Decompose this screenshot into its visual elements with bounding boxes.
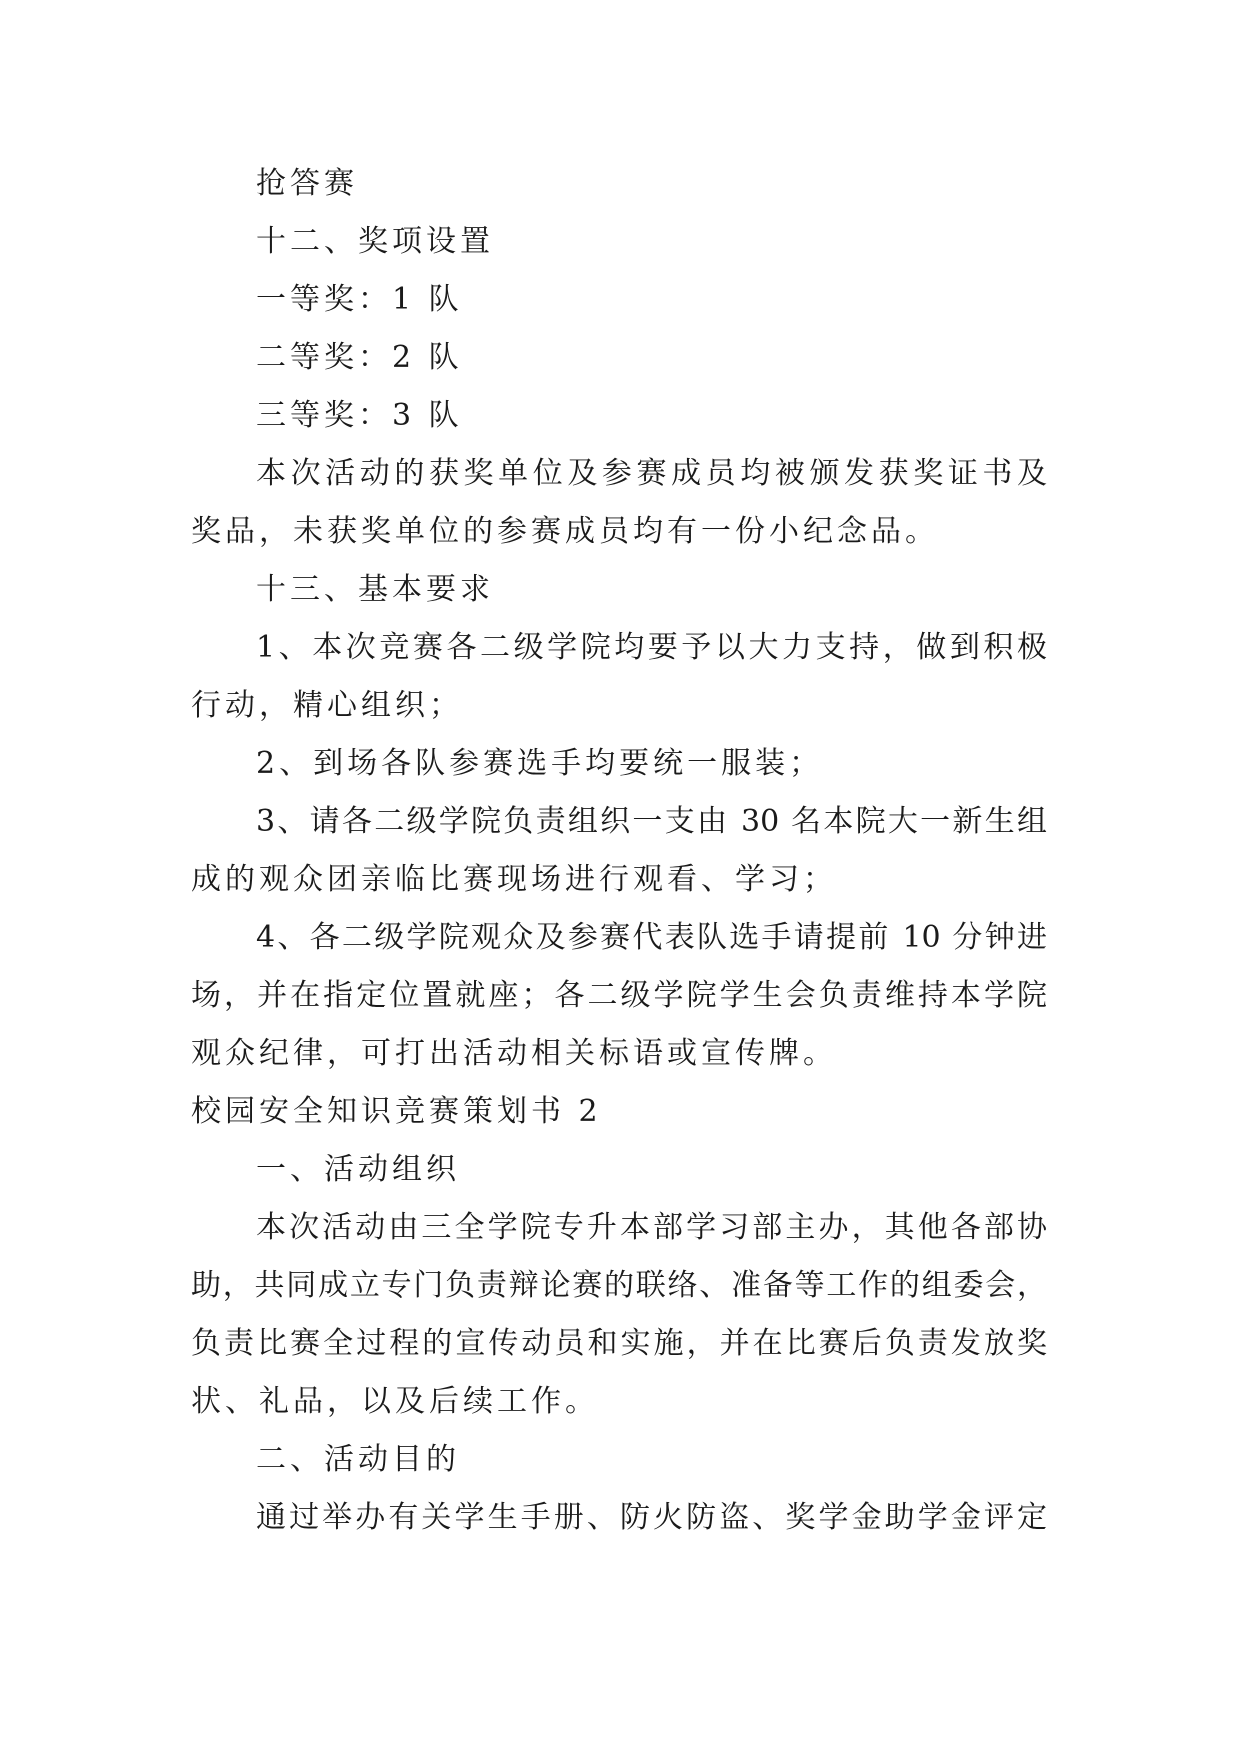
text-line: 本次活动由三全学院专升本部学习部主办，其他各部协 (256, 1210, 1047, 1245)
text-line: 抢答赛 (256, 166, 358, 201)
text-line: 3、请各二级学院负责组织一支由 30 名本院大一新生组 (256, 804, 1047, 839)
text-line: 2、到场各队参赛选手均要统一服装； (256, 746, 824, 781)
section-heading: 十二、奖项设置 (256, 224, 494, 259)
text-line: 1、本次竞赛各二级学院均要予以大力支持，做到积极 (256, 630, 1047, 665)
text-line: 三等奖：3 队 (256, 398, 463, 433)
text-line: 奖品，未获奖单位的参赛成员均有一份小纪念品。 (191, 514, 939, 549)
text-line: 状、礼品，以及后续工作。 (191, 1384, 599, 1419)
document-title: 校园安全知识竞赛策划书 2 (191, 1094, 602, 1129)
section-heading: 二、活动目的 (256, 1442, 460, 1477)
section-heading: 十三、基本要求 (256, 572, 494, 607)
section-heading: 一、活动组织 (256, 1152, 460, 1187)
text-line: 观众纪律，可打出活动相关标语或宣传牌。 (191, 1036, 837, 1071)
text-line: 4、各二级学院观众及参赛代表队选手请提前 10 分钟进 (256, 920, 1047, 955)
text-line: 成的观众团亲临比赛现场进行观看、学习； (191, 862, 837, 897)
text-line: 助，共同成立专门负责辩论赛的联络、准备等工作的组委会， (191, 1268, 1047, 1303)
text-line: 行动，精心组织； (191, 688, 463, 723)
text-line: 通过举办有关学生手册、防火防盗、奖学金助学金评定 (256, 1500, 1047, 1535)
text-line: 场，并在指定位置就座；各二级学院学生会负责维持本学院 (191, 978, 1047, 1013)
text-line: 负责比赛全过程的宣传动员和实施，并在比赛后负责发放奖 (191, 1326, 1047, 1361)
text-line: 二等奖：2 队 (256, 340, 463, 375)
text-line: 一等奖：1 队 (256, 282, 463, 317)
text-line: 本次活动的获奖单位及参赛成员均被颁发获奖证书及 (256, 456, 1047, 491)
